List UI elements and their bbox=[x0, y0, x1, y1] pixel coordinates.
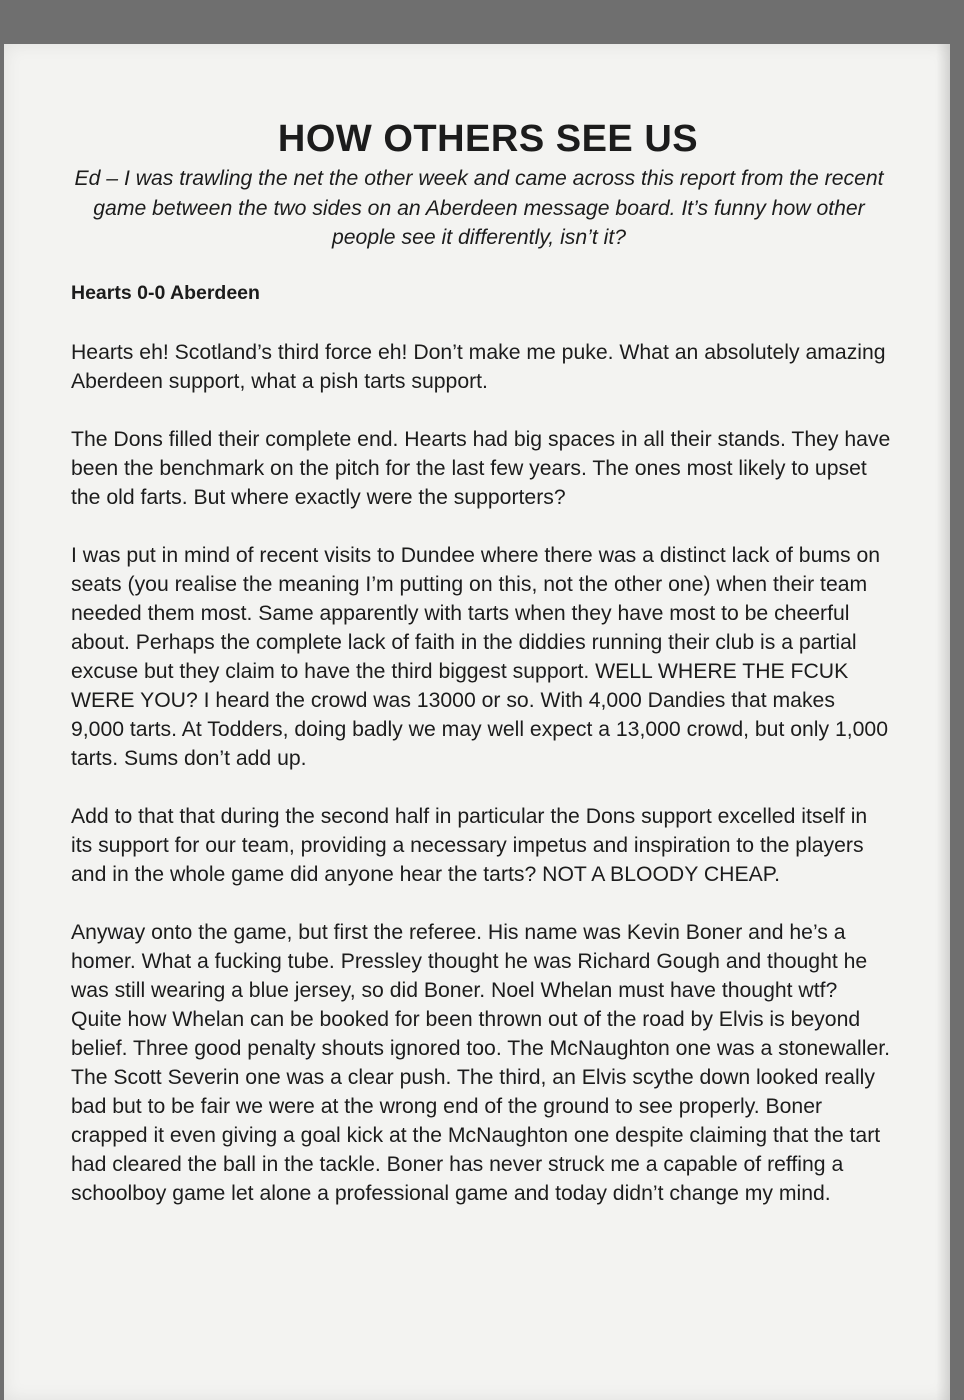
article-paragraph: Hearts eh! Scotland’s third force eh! Don’t make me puke. What an absolutely amazing Aberdeen support, what a pish tarts support. bbox=[71, 341, 886, 393]
page-title: HOW OTHERS SEE US bbox=[277, 118, 699, 160]
article-paragraph: I was put in mind of recent visits to Dundee where there was a distinct lack of bums on seats (you realise the meaning I’m putting on this, not the other one) when their team needed them most. Same apparently with tarts when they have most to be cheerful about. Perhaps the complete lack of faith in the diddies running their club is a partial excuse but they claim to have the third biggest support. WELL WHERE THE FCUK WERE YOU? I heard the crowd was 13000 or so. With 4,000 Dandies that makes 9,000 tarts. At Todders, doing badly we may well expect a 13,000 crowd, but only 1,000 tarts. Sums don’t add up. bbox=[71, 544, 888, 770]
editor-intro: Ed – I was trawling the net the other week and came across this report from the recent game between the two sides on an Aberdeen message board. It’s funny how other people see it differently, isn’t it? bbox=[74, 167, 884, 249]
magazine-page bbox=[4, 44, 950, 1400]
article-paragraph: Anyway onto the game, but first the referee. His name was Kevin Boner and he’s a homer. What a fucking tube. Pressley thought he was Richard Gough and thought he was still wearing a blue jersey, so did Boner. Noel Whelan must have thought wtf? Quite how Whelan can be booked for been thrown out of the road by Elvis is beyond belief. Three good penalty shouts ignored too. The McNaughton one was a stonewaller. The Scott Severin one was a clear push. The third, an Elvis scythe down looked really bad but to be fair we were at the wrong end of the ground to see properly. Boner crapped it even giving a goal kick at the McNaughton one despite claiming that the tart had cleared the ball in the tackle. Boner has never struck me a capable of reffing a schoolboy game let alone a professional game and today didn’t change my mind. bbox=[71, 921, 890, 1205]
match-heading: Hearts 0-0 Aberdeen bbox=[71, 282, 260, 304]
article-paragraph: The Dons filled their complete end. Hearts had big spaces in all their stands. They have been the benchmark on the pitch for the last few years. The ones most likely to upset the old farts. But where exactly were the supporters? bbox=[71, 428, 891, 509]
article-body bbox=[71, 338, 893, 1237]
article-paragraph: Add to that that during the second half in particular the Dons support excelled itself in its support for our team, providing a necessary impetus and inspiration to the players and in the whole game did anyone hear the tarts? NOT A BLOODY CHEAP. bbox=[71, 805, 868, 886]
